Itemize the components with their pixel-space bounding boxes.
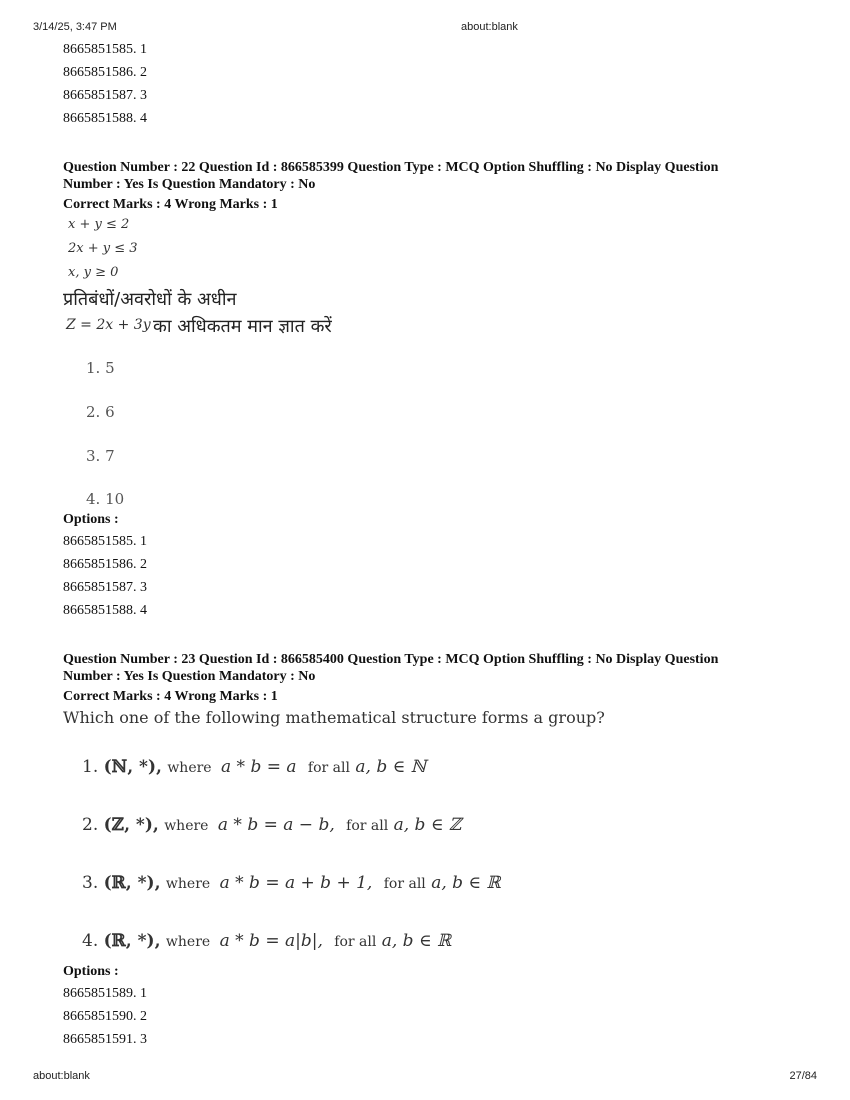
q22-hindi-line2: का अधिकतम मान ज्ञात करें (153, 316, 332, 337)
prev-option-1: 8665851585. 1 (63, 42, 147, 57)
q23-choice-4-rule: a * b = a|b|, (219, 931, 323, 951)
print-page-number: 27/84 (789, 1070, 817, 1082)
q23-choice-3 (82, 873, 501, 893)
q22-option-3: 8665851587. 3 (63, 580, 147, 595)
q23-choice-3-forall: for all (383, 876, 426, 892)
q23-option-2: 8665851590. 2 (63, 1009, 147, 1024)
q22-header (63, 159, 793, 193)
q23-choice-3-domain: a, b ∈ ℝ (431, 873, 501, 893)
q23-choice-4-where: where (165, 934, 211, 950)
q23-choice-4-domain: a, b ∈ ℝ (381, 931, 452, 951)
q23-choice-1-forall: for all (307, 760, 350, 776)
prev-option-3: 8665851587. 3 (63, 88, 147, 103)
q23-choice-1 (82, 757, 426, 777)
q23-choice-4 (82, 931, 451, 951)
q23-choice-2 (82, 815, 461, 835)
q23-choice-3-rule: a * b = a + b + 1, (219, 873, 373, 893)
q23-choice-4-num: 4. (82, 931, 99, 951)
print-footer-url: about:blank (33, 1070, 90, 1082)
q23-marks: Correct Marks : 4 Wrong Marks : 1 (63, 689, 278, 704)
q23-choice-1-set: (ℕ, *), (103, 757, 162, 777)
q22-option-2: 8665851586. 2 (63, 557, 147, 572)
q22-objective: Z = 2x + 3y (66, 317, 151, 333)
q22-constraint-2: 2x + y ≤ 3 (68, 241, 138, 256)
q22-constraint-3: x, y ≥ 0 (68, 265, 119, 280)
prev-option-4: 8665851588. 4 (63, 111, 147, 126)
q22-option-1: 8665851585. 1 (63, 534, 147, 549)
q23-options-label: Options : (63, 964, 119, 979)
q23-option-3: 8665851591. 3 (63, 1032, 147, 1047)
q23-option-1: 8665851589. 1 (63, 986, 147, 1001)
q22-constraint-1: x + y ≤ 2 (68, 217, 130, 232)
q22-choice-2: 2. 6 (86, 403, 115, 421)
q22-choice-4: 4. 10 (86, 490, 125, 508)
q23-choice-1-where: where (167, 760, 212, 776)
q23-choice-3-num: 3. (82, 873, 99, 893)
q23-choice-2-domain: a, b ∈ ℤ (393, 815, 462, 835)
q23-choice-2-num: 2. (82, 815, 99, 835)
print-datetime: 3/14/25, 3:47 PM (33, 21, 117, 33)
q22-choice-3: 3. 7 (86, 447, 115, 465)
q23-header (63, 651, 793, 685)
q22-marks: Correct Marks : 4 Wrong Marks : 1 (63, 197, 278, 212)
print-url: about:blank (461, 21, 518, 33)
q23-header-line2: Number : Yes Is Question Mandatory : No (63, 669, 316, 684)
q23-choice-1-num: 1. (82, 757, 99, 777)
q23-choice-1-rule: a * b = a (221, 757, 297, 777)
q22-options-label: Options : (63, 512, 119, 527)
q23-question: Which one of the following mathematical structure forms a group? (63, 708, 605, 727)
q22-hindi-line1: प्रतिबंधों/अवरोधों के अधीन (63, 289, 237, 310)
q23-choice-4-forall: for all (334, 934, 377, 950)
q23-choice-3-where: where (165, 876, 211, 892)
q23-choice-2-rule: a * b = a − b, (217, 815, 335, 835)
q22-option-4: 8665851588. 4 (63, 603, 147, 618)
q23-header-line1: Question Number : 23 Question Id : 866585400 Question Type : MCQ Option Shuffling : No Display Question (63, 652, 719, 667)
q22-choice-1: 1. 5 (86, 359, 115, 377)
prev-option-2: 8665851586. 2 (63, 65, 147, 80)
q23-choice-3-set: (ℝ, *), (103, 873, 161, 893)
q23-choice-4-set: (ℝ, *), (103, 931, 161, 951)
q23-choice-1-domain: a, b ∈ ℕ (355, 757, 427, 777)
q23-choice-2-where: where (164, 818, 209, 834)
q23-choice-2-forall: for all (346, 818, 389, 834)
q23-choice-2-set: (ℤ, *), (103, 815, 159, 835)
q22-header-line1: Question Number : 22 Question Id : 866585399 Question Type : MCQ Option Shuffling : No Display Question (63, 160, 719, 175)
q22-header-line2: Number : Yes Is Question Mandatory : No (63, 177, 316, 192)
